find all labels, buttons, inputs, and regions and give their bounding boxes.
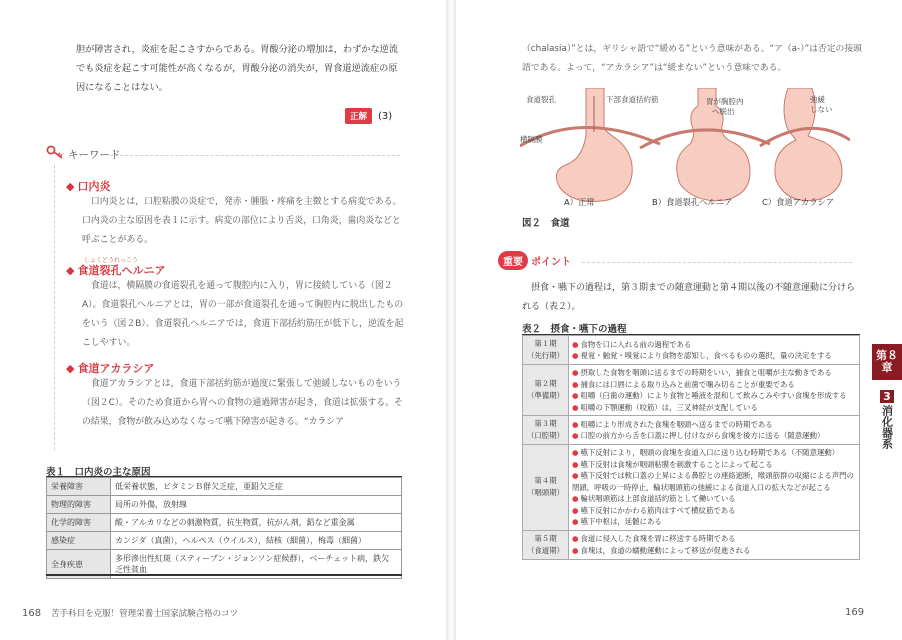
table-cell: ● 食道に侵入した食塊を胃に移送する時期である ● 食塊は，食道の蠕動運動によって移送が促進される (569, 530, 860, 559)
important-point-badge (498, 251, 571, 270)
table2-caption: 表２ 摂食・嚥下の過程 (522, 324, 627, 335)
keyword-body-hiatal-hernia: 食道は，横隔膜の食道裂孔を通って腹腔内に入り，胃に接続している（図２A）。食道裂孔ヘルニアとは，胃の一部が食道裂孔を通って胸腔内に脱出したものをいう（図２B）。食道裂孔ヘルニアでは，食道下部括約筋圧が低下し，逆流を起こしやすい。 (82, 281, 404, 348)
table-cell: カンジダ（真菌），ヘルペス（ウイルス），結核（細菌），梅毒（細菌） (111, 532, 402, 550)
table-cell-head: 第５期 （食道期） (523, 530, 569, 559)
table-row (523, 445, 860, 531)
table-cell-head: 感染症 (47, 532, 111, 550)
table-cell: ● 食物を口に入れる前の過程である ● 視覚・触覚・嗅覚により食物を認知し，食べるものの選択，量の決定をする (569, 336, 860, 365)
table-cell-head: 第４期 （咽頭期） (523, 445, 569, 531)
table-cell-head: 第１期 （先行期） (523, 336, 569, 365)
table2 (522, 335, 860, 560)
keyword-heading (46, 144, 121, 164)
table1 (46, 477, 402, 579)
table-row (47, 532, 402, 550)
table-cell: 低栄養状態，ビタミンＢ群欠乏症，亜鉛欠乏症 (111, 478, 402, 496)
answer-tag: 正解 (345, 108, 372, 124)
table-row (523, 365, 860, 416)
table1-caption: 表１ 口内炎の主な原因 (46, 467, 151, 478)
keyword-vertical-divider (54, 165, 55, 450)
label-stomach-out: 胃が胸腔内 (706, 97, 744, 106)
keyword-divider (110, 155, 400, 156)
caption-a: A）正常 (564, 197, 595, 207)
table-cell: 酸・アルカリなどの刺激物質，抗生物質，抗がん剤，鉛など重金属 (111, 514, 402, 532)
intro-paragraph: 胆が障害され，炎症を起こさすからである。胃酸分泌の増加は，わずかな逆流でも炎症を起こす可能性が高くなるが，胃酸分泌の消失が，胃食道逆流症の原因になることはない。 (76, 44, 399, 93)
table-cell-head: 第３期 （口腔期） (523, 416, 569, 445)
keyword-title-stomatitis: ◆ 口内炎 (66, 180, 111, 193)
table-cell-head: 物理的障害 (47, 496, 111, 514)
table-cell: ● 咀嚼により形成された食塊を咽頭へ送るまでの時期である ● 口腔の前方から舌を口蓋に押し付けながら食塊を後方に送る（随意運動） (569, 416, 860, 445)
left-footer (22, 607, 238, 619)
point-badge-suffix: ポイント (531, 257, 571, 268)
table-row (47, 514, 402, 532)
table1-bottom-rule (46, 574, 402, 576)
diamond-icon: ◆ (66, 264, 75, 277)
answer-value: (3) (378, 110, 393, 122)
keyword-body-stomatitis: 口内炎とは，口腔粘膜の炎症で，発赤・腫脹・疼痛を主徴とする病変である。口内炎の主な原因を表１に示す。病変の部位により舌炎，口角炎，歯肉炎などと呼ぶことがある。 (82, 197, 402, 245)
table-row (47, 496, 402, 514)
table-row (47, 478, 402, 496)
diamond-icon: ◆ (66, 362, 75, 375)
table-cell: ● 嚥下反射により，咽頭の食塊を食道入口に送り込む時期である（不随意運動） ● 嚥下反射は食塊が咽頭粘膜を刺激することによって起こる ● 嚥下反射では軟口蓋の上昇による鼻腔との連絡遮断，喉頭筋群の収縮による声門の閉鎖，呼吸の一時停止，輪状咽頭筋の弛緩による食道入口の拡大などが起こる ● 輪状咽頭筋は上部食道括約筋として働いている ● 嚥下反射にかかわる筋肉はすべて横紋筋である ● 嚥下中枢は，延髄にある (569, 445, 860, 531)
table-cell: 多形滲出性紅斑（スティーブン・ジョンソン症候群），ベーチェット病，鉄欠乏性貧血 (111, 550, 402, 579)
table-row (523, 416, 860, 445)
point-text: 摂食・嚥下の過程は，第３期までの随意運動と第４期以後の不随意運動に分けられる（表２）。 (522, 283, 856, 312)
caption-c: C）食道アカラシア (762, 197, 835, 207)
label-no-relax2: しない (810, 105, 833, 114)
diamond-icon: ◆ (66, 180, 75, 193)
key-icon (46, 144, 64, 164)
figure2-caption: 図２ 食道 (522, 218, 570, 229)
right-top-paragraph: （chalasia）”とは，ギリシャ語で“緩める”という意味がある。“ア（a-）”は否定の接頭語である。よって，“アカラシア”は“緩まない”という意味である。 (522, 44, 862, 73)
table-cell-head: 第２期 （準備期） (523, 365, 569, 416)
keyword-title-hiatal-hernia: ◆ 食道裂孔ヘルニア (66, 264, 166, 277)
point-divider (582, 262, 852, 263)
page-number-left: 168 (22, 607, 42, 619)
book-title: 苦手科目を克服！管理栄養士国家試験合格のコツ (51, 609, 239, 619)
section-tab (872, 390, 902, 452)
table-cell-head: 栄養障害 (47, 478, 111, 496)
keyword-label: キーワード (68, 148, 121, 161)
table-row (523, 336, 860, 365)
table-cell: 局所の外傷，放射線 (111, 496, 402, 514)
figure-esophagus (520, 88, 850, 208)
answer-block (345, 108, 392, 124)
label-no-relax: 弛緩 (810, 95, 825, 104)
ruby-hiatal: しょくどうれっこう (84, 257, 139, 264)
table-cell-head: 化学的障害 (47, 514, 111, 532)
stomach-achalasia (760, 88, 850, 201)
label-stomach-out2: へ脱出 (712, 107, 735, 116)
table-cell-head: 全身疾患 (47, 550, 111, 579)
table-cell: ● 摂取した食物を咽頭に送るまでの時期をいい，捕食と咀嚼が主な動きである ● 捕食には口唇による取り込みと前歯で噛み切ることが重要である ● 咀嚼（臼歯の運動）により食物と唾液を混和して飲みこみやすい食塊を形成する ● 咀嚼の下顎運動（咬筋）は，三叉神経が支配している (569, 365, 860, 416)
table-row (523, 530, 860, 559)
book-spine (446, 0, 456, 640)
chapter-tab: 第８章 (872, 344, 902, 380)
keyword-body-achalasia: 食道アカラシアとは，食道下部括約筋が過度に緊張して弛緩しないものをいう（図２C）。そのため食道から胃への食物の通過障害が起き，食道は拡張する。その結果，食物が飲み込めなくなって嚥下障害が起きる。“カラシア (82, 379, 403, 427)
label-les: 下部食道括約筋 (606, 95, 659, 104)
point-badge-label: 重要 (498, 251, 528, 270)
esophagus-diagram (520, 88, 850, 208)
section-label: 消化器系 (880, 405, 894, 449)
label-diaphragm: 横隔膜 (520, 135, 543, 144)
caption-b: B）食道裂孔ヘルニア (652, 197, 733, 207)
label-esophagus: 食道裂孔 (526, 95, 556, 104)
keyword-title-achalasia: ◆ 食道アカラシア (66, 362, 155, 375)
section-number: 3 (880, 390, 894, 403)
page-number-right: 169 (845, 607, 865, 618)
